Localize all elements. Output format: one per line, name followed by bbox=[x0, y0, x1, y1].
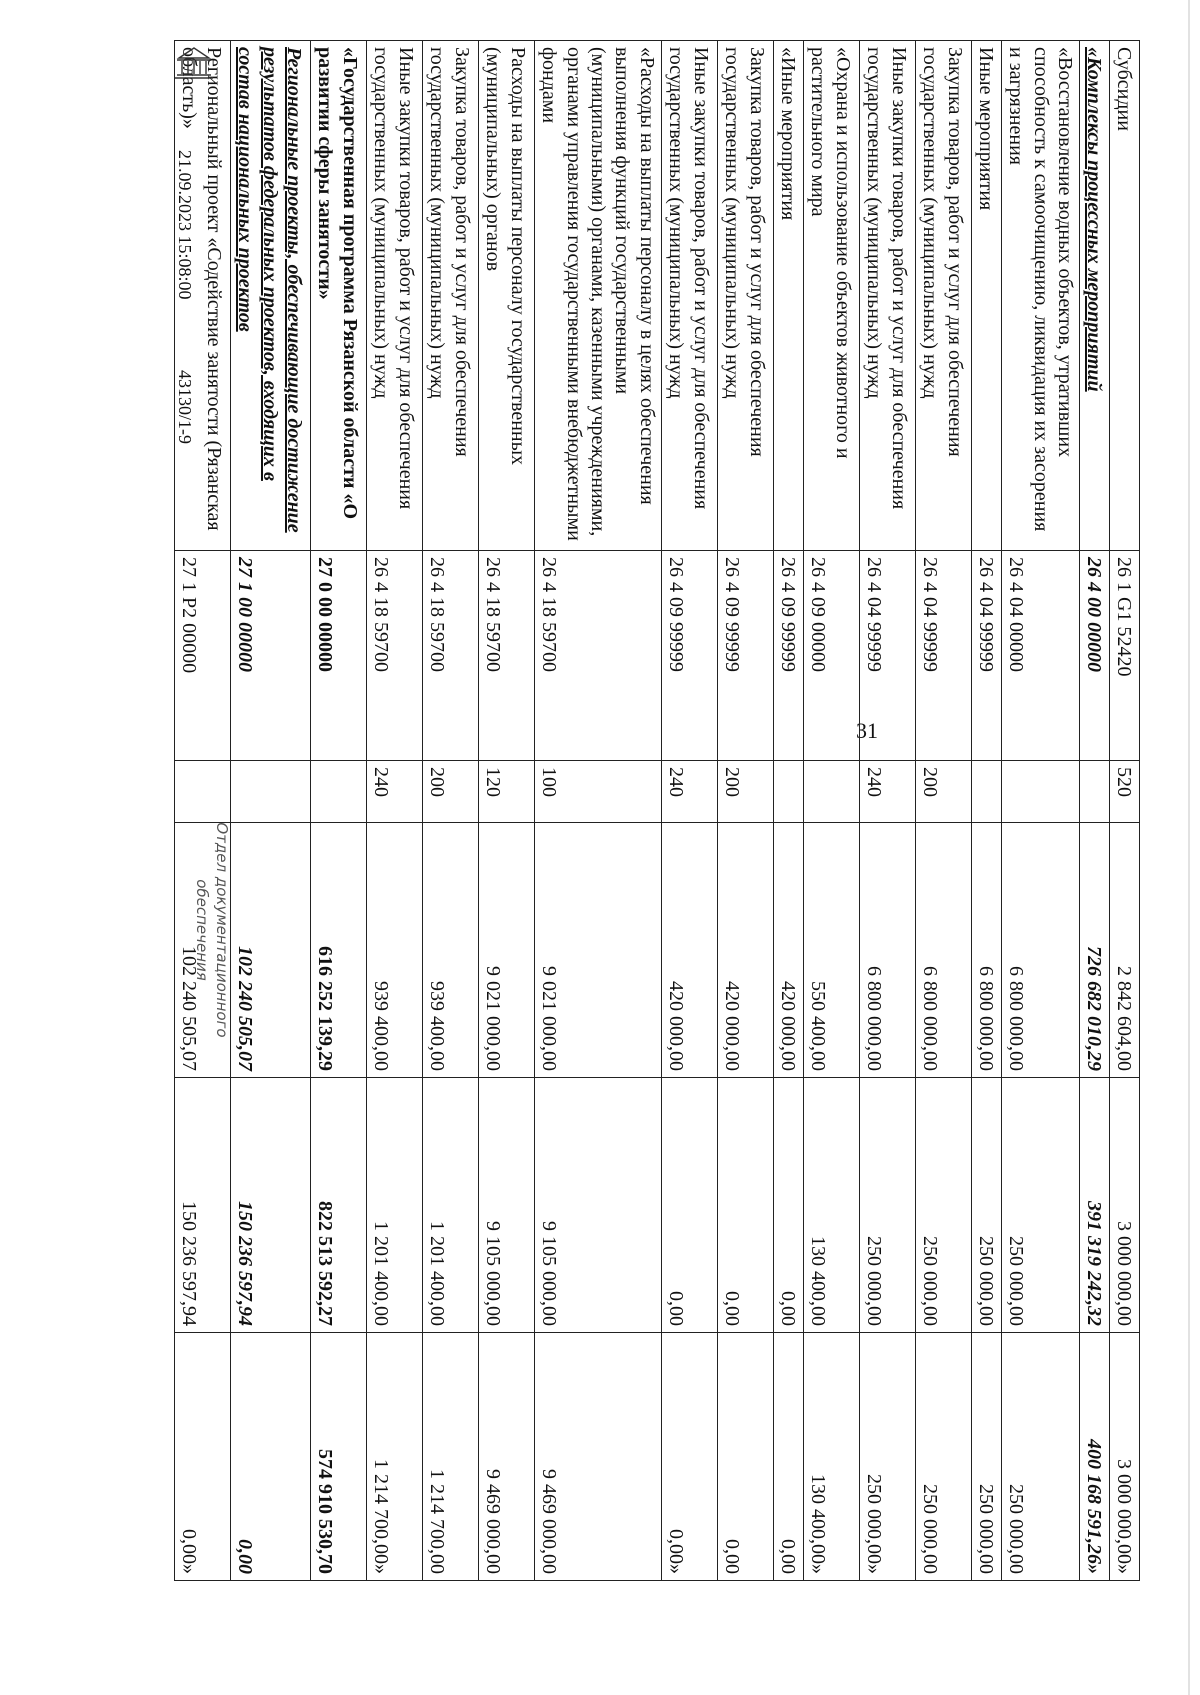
table-row bbox=[661, 41, 717, 1581]
row-value-1: 6 800 000,00 bbox=[915, 823, 971, 1078]
print-datetime: 21.09.2023 15:08:00 bbox=[175, 150, 195, 300]
row-value-1: 6 800 000,00 bbox=[971, 823, 1001, 1078]
row-value-2: 250 000,00 bbox=[1001, 1078, 1079, 1333]
row-vr-code: 100 bbox=[534, 761, 661, 823]
stamp-line-2: обеспечения bbox=[193, 879, 212, 981]
row-value-1: 6 800 000,00 bbox=[1001, 823, 1079, 1078]
row-value-2: 0,00 bbox=[661, 1078, 717, 1333]
row-csr-code: 26 4 04 00000 bbox=[1001, 551, 1079, 761]
row-csr-code: 26 4 00 00000 bbox=[1080, 551, 1110, 761]
table-row bbox=[1080, 41, 1110, 1581]
row-value-1: 420 000,00 bbox=[773, 823, 803, 1078]
stamp-line-1: Отдел документационного bbox=[213, 822, 231, 1038]
row-value-3: 0,00 bbox=[717, 1333, 773, 1581]
table-row bbox=[803, 41, 859, 1581]
page-footer bbox=[145, 40, 235, 1580]
row-name: Закупка товаров, работ и услуг для обеспечения государственных (муниципальных) нужд bbox=[422, 41, 478, 551]
row-value-1: 102 240 505,07 bbox=[174, 823, 230, 1078]
row-csr-code: 26 4 04 99999 bbox=[859, 551, 915, 761]
row-value-1: 102 240 505,07 bbox=[230, 823, 310, 1078]
row-value-3: 1 214 700,00» bbox=[366, 1333, 422, 1581]
row-value-1: 939 400,00 bbox=[366, 823, 422, 1078]
row-vr-code: 520 bbox=[1110, 761, 1140, 823]
table-row bbox=[230, 41, 310, 1581]
row-name: Расходы на выплаты персоналу государственных (муниципальных) органов bbox=[478, 41, 534, 551]
rotated-page bbox=[140, 40, 1140, 1640]
page-number: 31 bbox=[856, 718, 878, 743]
row-name: «Иные мероприятия bbox=[773, 41, 803, 551]
row-value-3: 3 000 000,00» bbox=[1110, 1333, 1140, 1581]
row-value-1: 420 000,00 bbox=[717, 823, 773, 1078]
row-vr-code: 200 bbox=[422, 761, 478, 823]
row-value-1: 939 400,00 bbox=[422, 823, 478, 1078]
row-value-2: 1 201 400,00 bbox=[422, 1078, 478, 1333]
row-vr-code bbox=[230, 761, 310, 823]
department-stamp bbox=[192, 800, 231, 1060]
row-value-2: 0,00 bbox=[717, 1078, 773, 1333]
row-value-2: 391 319 242,32 bbox=[1080, 1078, 1110, 1333]
table-row bbox=[422, 41, 478, 1581]
row-value-3: 0,00 bbox=[773, 1333, 803, 1581]
row-value-2: 822 513 592,27 bbox=[310, 1078, 366, 1333]
row-value-1: 726 682 010,29 bbox=[1080, 823, 1110, 1078]
row-csr-code: 26 4 18 59700 bbox=[478, 551, 534, 761]
row-name: Иные закупки товаров, работ и услуг для обеспечения государственных (муниципальных) нужд bbox=[859, 41, 915, 551]
row-name: Закупка товаров, работ и услуг для обеспечения государственных (муниципальных) нужд bbox=[717, 41, 773, 551]
row-csr-code: 26 4 04 99999 bbox=[971, 551, 1001, 761]
row-name: Региональные проекты, обеспечивающие достижение результатов федеральных проектов, входящих в состав национальных проектов bbox=[230, 41, 310, 551]
row-value-2: 130 400,00 bbox=[803, 1078, 859, 1333]
row-name: «Комплексы процессных мероприятий bbox=[1080, 41, 1110, 551]
row-value-3: 0,00» bbox=[661, 1333, 717, 1581]
row-vr-code: 240 bbox=[366, 761, 422, 823]
row-value-3: 0,00» bbox=[174, 1333, 230, 1581]
row-value-3: 400 168 591,26» bbox=[1080, 1333, 1110, 1581]
row-vr-code bbox=[803, 761, 859, 823]
row-csr-code: 26 4 18 59700 bbox=[366, 551, 422, 761]
row-value-3: 250 000,00 bbox=[915, 1333, 971, 1581]
row-value-1: 6 800 000,00 bbox=[859, 823, 915, 1078]
row-name: Иные закупки товаров, работ и услуг для обеспечения государственных (муниципальных) нужд bbox=[661, 41, 717, 551]
row-value-1: 9 021 000,00 bbox=[534, 823, 661, 1078]
document-number: 43130/1-9 bbox=[175, 370, 195, 444]
row-csr-code: 26 4 18 59700 bbox=[534, 551, 661, 761]
row-value-2: 150 236 597,94 bbox=[230, 1078, 310, 1333]
row-csr-code: 26 4 04 99999 bbox=[915, 551, 971, 761]
row-vr-code bbox=[1080, 761, 1110, 823]
row-value-3: 250 000,00» bbox=[859, 1333, 915, 1581]
row-value-2: 250 000,00 bbox=[971, 1078, 1001, 1333]
table-row bbox=[1110, 41, 1140, 1581]
row-name: Иные закупки товаров, работ и услуг для обеспечения государственных (муниципальных) нужд bbox=[366, 41, 422, 551]
row-value-3: 1 214 700,00 bbox=[422, 1333, 478, 1581]
row-vr-code bbox=[1001, 761, 1079, 823]
row-csr-code: 26 4 18 59700 bbox=[422, 551, 478, 761]
row-value-2: 0,00 bbox=[773, 1078, 803, 1333]
row-name: «Восстановление водных объектов, утративших способность к самоочищению, ликвидация их засорения и загрязнения bbox=[1001, 41, 1079, 551]
row-vr-code: 240 bbox=[859, 761, 915, 823]
table-row bbox=[859, 41, 915, 1581]
row-value-3: 250 000,00 bbox=[1001, 1333, 1079, 1581]
row-vr-code bbox=[773, 761, 803, 823]
row-value-1: 9 021 000,00 bbox=[478, 823, 534, 1078]
row-value-2: 3 000 000,00 bbox=[1110, 1078, 1140, 1333]
table-row bbox=[534, 41, 661, 1581]
table-row bbox=[773, 41, 803, 1581]
row-value-3: 0,00 bbox=[230, 1333, 310, 1581]
row-csr-code: 27 1 P2 00000 bbox=[174, 551, 230, 761]
table-row bbox=[717, 41, 773, 1581]
budget-table bbox=[174, 40, 1140, 1581]
row-name: Закупка товаров, работ и услуг для обеспечения государственных (муниципальных) нужд bbox=[915, 41, 971, 551]
row-vr-code: 200 bbox=[915, 761, 971, 823]
row-value-3: 9 469 000,00 bbox=[534, 1333, 661, 1581]
row-csr-code: 27 0 00 00000 bbox=[310, 551, 366, 761]
row-value-1: 616 252 139,29 bbox=[310, 823, 366, 1078]
row-csr-code: 26 4 09 99999 bbox=[773, 551, 803, 761]
row-vr-code: 120 bbox=[478, 761, 534, 823]
table-row bbox=[915, 41, 971, 1581]
row-value-2: 250 000,00 bbox=[915, 1078, 971, 1333]
row-csr-code: 26 4 09 00000 bbox=[803, 551, 859, 761]
row-vr-code bbox=[310, 761, 366, 823]
row-value-3: 250 000,00 bbox=[971, 1333, 1001, 1581]
row-csr-code: 26 4 09 99999 bbox=[661, 551, 717, 761]
row-value-2: 250 000,00 bbox=[859, 1078, 915, 1333]
row-value-2: 9 105 000,00 bbox=[534, 1078, 661, 1333]
row-vr-code bbox=[971, 761, 1001, 823]
row-value-1: 550 400,00 bbox=[803, 823, 859, 1078]
row-name: «Охрана и использование объектов животного и растительного мира bbox=[803, 41, 859, 551]
scan-edge-line bbox=[1188, 0, 1190, 1695]
row-value-3: 574 910 530,70 bbox=[310, 1333, 366, 1581]
row-vr-code: 200 bbox=[717, 761, 773, 823]
row-csr-code: 26 4 09 99999 bbox=[717, 551, 773, 761]
row-value-2: 9 105 000,00 bbox=[478, 1078, 534, 1333]
table-row bbox=[310, 41, 366, 1581]
row-vr-code: 240 bbox=[661, 761, 717, 823]
row-name: «Расходы на выплаты персоналу в целях обеспечения выполнения функций государственными (муниципальными) органами, казенными учреждениями, органами управления государственными внебюджетными фондами bbox=[534, 41, 661, 551]
row-value-1: 2 842 604,00 bbox=[1110, 823, 1140, 1078]
row-value-3: 9 469 000,00 bbox=[478, 1333, 534, 1581]
table-row bbox=[366, 41, 422, 1581]
row-name: Иные мероприятия bbox=[971, 41, 1001, 551]
row-name: Субсидии bbox=[1110, 41, 1140, 551]
table-row bbox=[1001, 41, 1079, 1581]
row-name: «Государственная программа Рязанской области «О развитии сферы занятости» bbox=[310, 41, 366, 551]
table-row bbox=[478, 41, 534, 1581]
duma-building-icon bbox=[171, 40, 217, 86]
row-value-3: 130 400,00» bbox=[803, 1333, 859, 1581]
row-value-2: 1 201 400,00 bbox=[366, 1078, 422, 1333]
row-value-1: 420 000,00 bbox=[661, 823, 717, 1078]
row-csr-code: 26 1 G1 52420 bbox=[1110, 551, 1140, 761]
table-row bbox=[971, 41, 1001, 1581]
row-name: Региональный проект «Содействие занятости (Рязанская область)» bbox=[174, 41, 230, 551]
row-csr-code: 27 1 00 00000 bbox=[230, 551, 310, 761]
row-value-2: 150 236 597,94 bbox=[174, 1078, 230, 1333]
